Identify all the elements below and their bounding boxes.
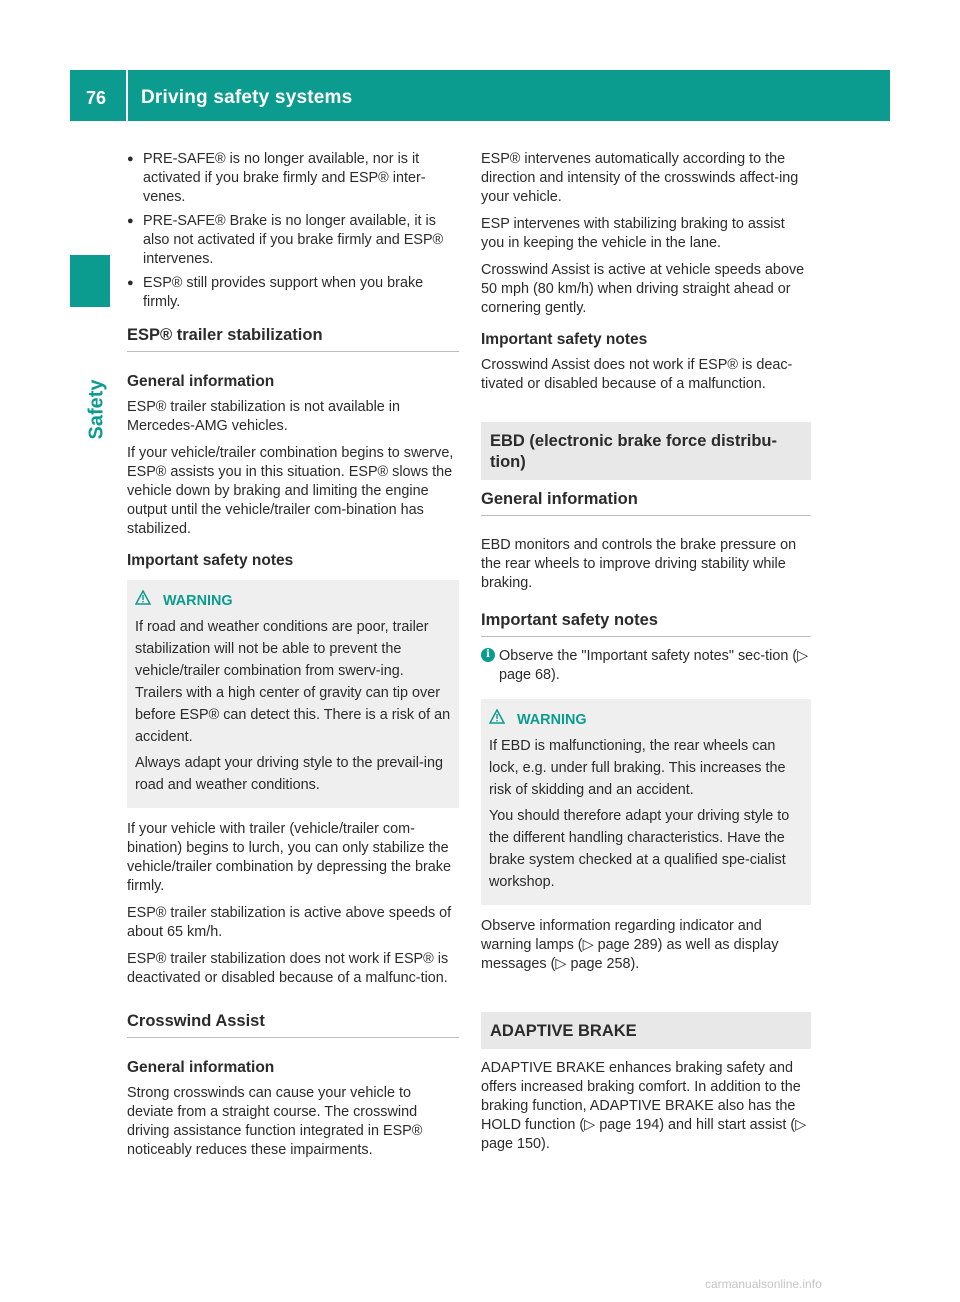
warning-header	[135, 590, 451, 612]
info-note	[481, 647, 811, 685]
paragraph: ADAPTIVE BRAKE enhances braking safety and offers increased braking comfort. In addition to the braking function, ADAPTIVE BRAKE also has the HOLD function (▷ page 194) and hill start assist (▷ page 150).	[481, 1060, 807, 1152]
warning-text: Always adapt your driving style to the prevail-ing road and weather conditions.	[135, 755, 443, 793]
warning-text: If road and weather conditions are poor, trailer stabilization will not be able to prevent the vehicle/trailer combination from swerv-ing. Trailers with a high center of gravity can tip over before ESP® can detect this. There is a risk of an accident.	[135, 619, 451, 745]
paragraph: ESP® trailer stabilization is active above speeds of about 65 km/h.	[127, 905, 452, 940]
warning-triangle-icon	[489, 709, 517, 731]
paragraph: Crosswind Assist is active at vehicle speeds above 50 mph (80 km/h) when driving straight ahead or cornering gently.	[481, 262, 805, 316]
page-title: Driving safety systems	[141, 87, 353, 108]
paragraph: Observe information regarding indicator and warning lamps (▷ page 289) as well as display messages (▷ page 258).	[481, 918, 779, 972]
section-heading-ebd: EBD (electronic brake force distribu-tion)	[481, 422, 811, 480]
subheading-general-information: General information	[127, 1059, 275, 1076]
list-item: ● PRE-SAFE® Brake is no longer available, it is also not activated if you brake firmly and ESP® intervenes.	[127, 213, 444, 267]
right-column	[481, 150, 811, 1162]
subheading-important-safety-notes: Important safety notes	[127, 552, 294, 569]
page-number: 76	[86, 88, 107, 108]
side-tab-label: Safety	[85, 379, 108, 440]
subheading-important-safety-notes: Important safety notes	[481, 611, 811, 637]
subheading-general-information: General information	[481, 490, 811, 516]
paragraph: Strong crosswinds can cause your vehicle to deviate from a straight course. The crosswind driving assistance function integrated in ESP® noticeably reduces these impairments.	[127, 1085, 423, 1158]
section-heading-crosswind-assist: Crosswind Assist	[127, 1012, 459, 1038]
section-heading-adaptive-brake: ADAPTIVE BRAKE	[481, 1012, 811, 1049]
paragraph: If your vehicle with trailer (vehicle/trailer com-bination) begins to lurch, you can only stabilize the vehicle/trailer combination by depressing the brake firmly.	[127, 821, 451, 894]
watermark: carmanualsonline.info	[705, 1277, 822, 1291]
header-divider	[126, 70, 128, 121]
warning-label: WARNING	[163, 593, 233, 609]
warning-header	[489, 709, 803, 731]
warning-label: WARNING	[517, 712, 587, 728]
paragraph: Crosswind Assist does not work if ESP® is deac-tivated or disabled because of a malfunction.	[481, 357, 793, 392]
warning-box	[481, 699, 811, 905]
list-item: ● PRE-SAFE® is no longer available, nor is it activated if you brake firmly and ESP® inter-venes.	[127, 151, 426, 205]
warning-triangle-icon	[135, 590, 163, 612]
warning-text: You should therefore adapt your driving style to the different handling characteristics. Have the brake system checked at a qualified spe-cialist workshop.	[489, 808, 790, 890]
warning-box	[127, 580, 459, 808]
bullet-icon: ●	[127, 277, 134, 289]
paragraph: EBD monitors and controls the brake pressure on the rear wheels to improve driving stability while braking.	[481, 537, 797, 591]
bullet-icon: ●	[127, 153, 134, 165]
info-text: Observe the "Important safety notes" sec-tion (▷ page 68).	[499, 648, 809, 683]
warning-text: If EBD is malfunctioning, the rear wheels can lock, e.g. under full braking. This increases the risk of skidding and an accident.	[489, 738, 786, 798]
side-tab-marker	[70, 255, 110, 307]
page-header	[70, 70, 890, 121]
subheading-general-information: General information	[127, 373, 275, 390]
paragraph: If your vehicle/trailer combination begins to swerve, ESP® assists you in this situation. ESP® slows the vehicle down by braking and limiting the engine output until the vehicle/trailer com-bination has stabilized.	[127, 445, 454, 537]
left-column	[127, 150, 459, 1168]
info-icon: i	[481, 648, 495, 662]
paragraph: ESP® intervenes automatically according to the direction and intensity of the crosswinds affect-ing your vehicle.	[481, 151, 799, 205]
paragraph: ESP intervenes with stabilizing braking to assist you in keeping the vehicle in the lane.	[481, 216, 785, 251]
subheading-important-safety-notes: Important safety notes	[481, 331, 648, 348]
paragraph: ESP® trailer stabilization does not work if ESP® is deactivated or disabled because of a malfunc-tion.	[127, 951, 449, 986]
bullet-icon: ●	[127, 215, 134, 227]
list-item: ● ESP® still provides support when you brake firmly.	[127, 275, 424, 310]
paragraph: ESP® trailer stabilization is not available in Mercedes-AMG vehicles.	[127, 399, 400, 434]
section-heading-esp-trailer: ESP® trailer stabilization	[127, 326, 459, 352]
